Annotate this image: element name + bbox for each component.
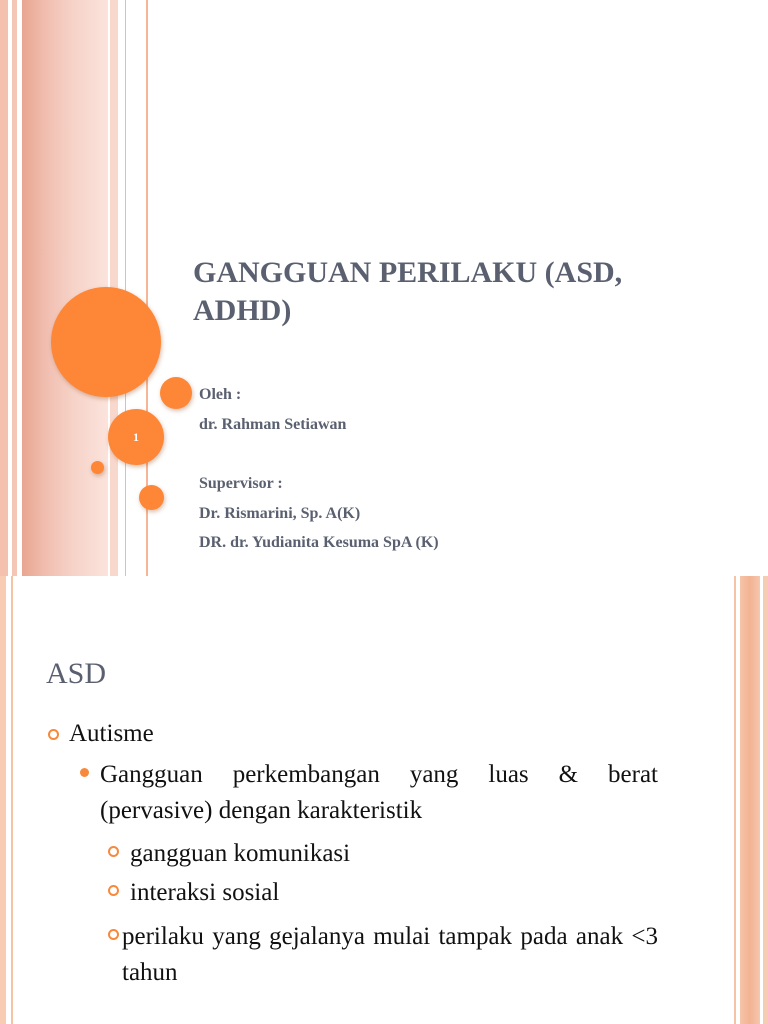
supervisor-name: DR. dr. Yudianita Kesuma SpA (K)	[199, 534, 439, 551]
slide-number: 1	[133, 429, 139, 444]
bullet-dot-icon	[80, 768, 89, 777]
bullet-ring-icon	[108, 885, 119, 896]
bullet-level3: interaksi sosial	[130, 879, 280, 906]
decorative-circle	[51, 287, 161, 397]
decorative-circle	[91, 461, 104, 474]
decorative-stripe	[740, 576, 760, 1024]
bullet-ring-icon	[108, 929, 119, 940]
decorative-circle	[160, 377, 192, 409]
bullet-level3	[122, 919, 658, 991]
decorative-stripe	[734, 576, 736, 1024]
decorative-stripe	[0, 576, 6, 1024]
decorative-stripe	[763, 576, 768, 1024]
slide-title: ASD	[46, 657, 107, 690]
bullet-level3-text: perilaku yang gejalanya mulai tampak pada anak <3 tahun	[122, 923, 658, 986]
author-name: dr. Rahman Setiawan	[199, 416, 347, 433]
bullet-level2-text: Gangguan perkembangan yang luas & berat (pervasive) dengan karakteristik	[100, 761, 658, 824]
bullet-ring-icon	[108, 846, 119, 857]
slide-title: GANGGUAN PERILAKU (ASD, ADHD)	[193, 256, 623, 327]
bullet-ring-icon	[48, 729, 59, 740]
bullet-level1: Autisme	[69, 720, 154, 747]
decorative-stripe	[125, 0, 126, 576]
decorative-stripe	[0, 0, 8, 576]
supervisor-name: Dr. Rismarini, Sp. A(K)	[199, 505, 361, 522]
decorative-stripe	[11, 576, 13, 1024]
decorative-circle	[139, 485, 164, 510]
author-label: Oleh :	[199, 386, 242, 403]
supervisor-label: Supervisor :	[199, 475, 283, 492]
decorative-stripe	[12, 0, 17, 576]
bullet-level2	[100, 757, 658, 829]
bullet-level3: gangguan komunikasi	[130, 840, 351, 867]
